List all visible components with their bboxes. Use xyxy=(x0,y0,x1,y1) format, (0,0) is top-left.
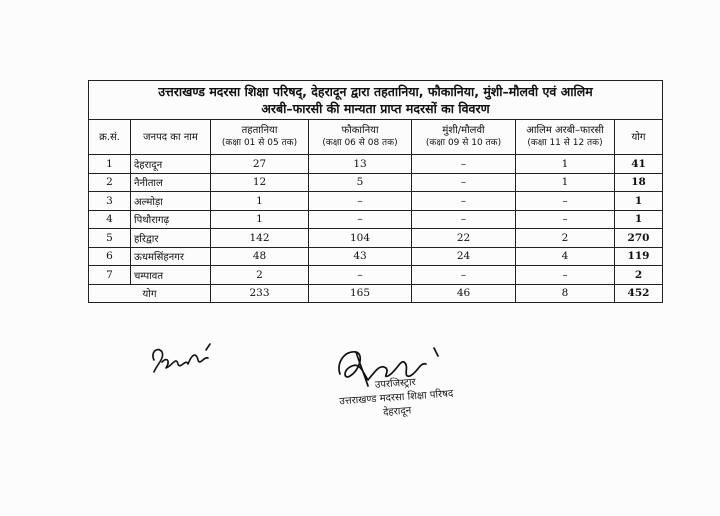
cell-alim: 4 xyxy=(516,247,615,266)
cell-alim: – xyxy=(516,192,615,211)
cell-alim: 1 xyxy=(516,173,615,192)
table-row xyxy=(89,210,663,229)
table-title-line1: उत्तराखण्ड मदरसा शिक्षा परिषद्, देहरादून द्वारा तहतानिया, फौकानिया, मुंशी–मौलवी एवं आलिम xyxy=(158,84,593,99)
table-row xyxy=(89,192,663,211)
cell-munshi: 22 xyxy=(412,229,516,248)
header-tahtaniya xyxy=(211,120,309,155)
header-munshi-label: मुंशी/मौलवी xyxy=(442,125,485,136)
registrar-designation xyxy=(330,373,463,424)
cell-tahtaniya: 142 xyxy=(211,229,309,248)
cell-district: चम्पावत xyxy=(131,266,211,285)
initials-signature xyxy=(148,338,218,380)
header-fauqaniya-label: फौकानिया xyxy=(341,125,379,136)
cell-total: 119 xyxy=(615,247,663,266)
total-alim: 8 xyxy=(516,284,615,302)
header-fauqaniya-sub: (कक्षा 06 से 08 तक) xyxy=(322,138,398,148)
header-district: जनपद का नाम xyxy=(131,120,211,155)
cell-alim: – xyxy=(516,210,615,229)
header-alim xyxy=(516,120,615,155)
header-munshi xyxy=(412,120,516,155)
cell-fauqaniya: 104 xyxy=(309,229,412,248)
cell-munshi: 24 xyxy=(412,247,516,266)
table-row xyxy=(89,173,663,192)
cell-district: देहरादून xyxy=(131,155,211,174)
cell-total: 1 xyxy=(615,192,663,211)
cell-munshi: – xyxy=(412,266,516,285)
header-munshi-sub: (कक्षा 09 से 10 तक) xyxy=(425,138,502,148)
cell-tahtaniya: 2 xyxy=(211,266,309,285)
cell-tahtaniya: 1 xyxy=(211,210,309,229)
cell-munshi: – xyxy=(412,192,516,211)
cell-district: हरिद्वार xyxy=(131,229,211,248)
cell-munshi: – xyxy=(412,155,516,174)
cell-sno: 2 xyxy=(89,173,131,192)
cell-fauqaniya: 5 xyxy=(309,173,412,192)
table-row xyxy=(89,247,663,266)
cell-tahtaniya: 12 xyxy=(211,173,309,192)
cell-total: 41 xyxy=(615,155,663,174)
header-tahtaniya-sub: (कक्षा 01 से 05 तक) xyxy=(221,138,298,148)
cell-fauqaniya: 13 xyxy=(309,155,412,174)
designation-post: उपरजिस्ट्रार xyxy=(374,377,417,391)
madrasa-table xyxy=(88,80,663,303)
cell-tahtaniya: 48 xyxy=(211,247,309,266)
header-alim-label: आलिम अरबी–फारसी xyxy=(526,125,604,136)
cell-alim: – xyxy=(516,266,615,285)
table-row xyxy=(89,266,663,285)
cell-sno: 1 xyxy=(89,155,131,174)
cell-total: 2 xyxy=(615,266,663,285)
cell-alim: 2 xyxy=(516,229,615,248)
header-tahtaniya-label: तहतानिया xyxy=(241,125,278,136)
header-total: योग xyxy=(615,120,663,155)
cell-munshi: – xyxy=(412,210,516,229)
designation-city: देहरादून xyxy=(382,405,412,419)
cell-tahtaniya: 1 xyxy=(211,192,309,211)
cell-total: 270 xyxy=(615,229,663,248)
totals-label: योग xyxy=(89,284,211,302)
cell-sno: 3 xyxy=(89,192,131,211)
table-title xyxy=(89,81,663,120)
total-munshi: 46 xyxy=(412,284,516,302)
cell-tahtaniya: 27 xyxy=(211,155,309,174)
header-row xyxy=(89,120,663,155)
cell-district: ऊधमसिंहनगर xyxy=(131,247,211,266)
table-title-line2: अरबी–फारसी की मान्यता प्राप्त मदरसों का विवरण xyxy=(261,101,490,116)
cell-district: पिथौरागढ़ xyxy=(131,210,211,229)
cell-fauqaniya: – xyxy=(309,192,412,211)
total-grand: 452 xyxy=(615,284,663,302)
header-fauqaniya xyxy=(309,120,412,155)
cell-sno: 5 xyxy=(89,229,131,248)
cell-sno: 6 xyxy=(89,247,131,266)
cell-munshi: – xyxy=(412,173,516,192)
header-sno: क्र.सं. xyxy=(89,120,131,155)
totals-row xyxy=(89,284,663,302)
cell-fauqaniya: – xyxy=(309,266,412,285)
cell-district: अल्मोड़ा xyxy=(131,192,211,211)
cell-fauqaniya: – xyxy=(309,210,412,229)
cell-sno: 4 xyxy=(89,210,131,229)
total-fauqaniya: 165 xyxy=(309,284,412,302)
table-row xyxy=(89,229,663,248)
cell-total: 1 xyxy=(615,210,663,229)
cell-fauqaniya: 43 xyxy=(309,247,412,266)
cell-total: 18 xyxy=(615,173,663,192)
total-tahtaniya: 233 xyxy=(211,284,309,302)
cell-district: नैनीताल xyxy=(131,173,211,192)
header-alim-sub: (कक्षा 11 से 12 तक) xyxy=(527,138,603,148)
cell-sno: 7 xyxy=(89,266,131,285)
cell-alim: 1 xyxy=(516,155,615,174)
designation-office: उत्तराखण्ड मदरसा शिक्षा परिषद xyxy=(338,388,454,408)
table-row xyxy=(89,155,663,174)
